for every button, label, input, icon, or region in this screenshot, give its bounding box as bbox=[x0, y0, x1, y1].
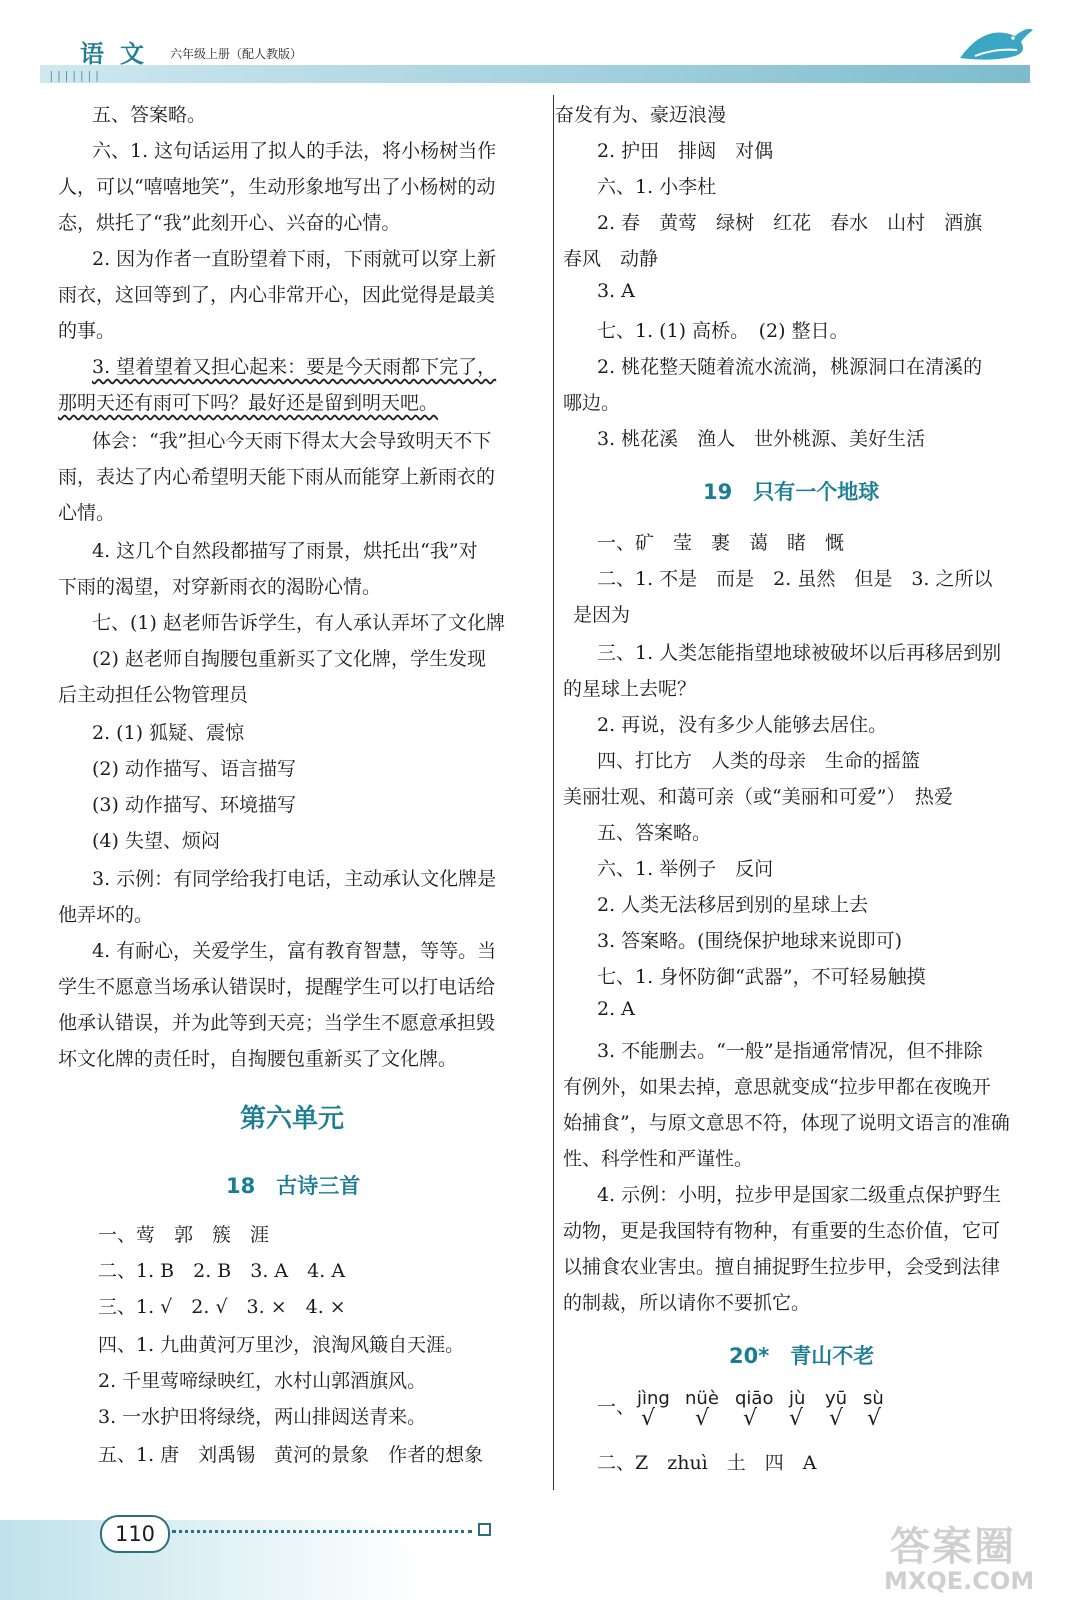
text-line: 2. 人类无法移居到别的星球上去 bbox=[597, 894, 869, 916]
text-line: 三、1. √ 2. √ 3. × 4. × bbox=[98, 1296, 346, 1318]
text-line: 2. 护田 排闼 对偶 bbox=[597, 140, 774, 162]
text-line-underlined: 那明天还有雨可下吗？最好还是留到明天吧。 bbox=[58, 392, 439, 414]
header-ticks: ||||||| bbox=[48, 69, 102, 82]
text-line: 2. 桃花整天随着流水流淌，桃源洞口在清溪的 bbox=[597, 356, 983, 378]
page-header bbox=[0, 0, 1074, 90]
text-line: 五、答案略。 bbox=[597, 822, 712, 844]
page-footer bbox=[0, 1500, 1074, 1600]
text-line: 他承认错误，并为此等到天亮；当学生不愿意承担毁 bbox=[58, 1012, 496, 1034]
text-line: 二、Z zhuì 土 四 A bbox=[597, 1452, 817, 1474]
text-line: 七、1. 身怀防御“武器”，不可轻易触摸 bbox=[597, 966, 926, 988]
text-line: 有例外，如果去掉，意思就变成“拉步甲都在夜晚开 bbox=[563, 1076, 991, 1098]
text-line: 性、科学性和严谨性。 bbox=[563, 1148, 754, 1170]
text-line: 六、1. 小李杜 bbox=[597, 176, 717, 198]
text-line: 二、1. 不是 而是 2. 虽然 但是 3. 之所以 bbox=[597, 568, 993, 590]
text-line: 4. 这几个自然段都描写了雨景，烘托出“我”对 bbox=[92, 540, 478, 562]
tone-mark: √ bbox=[867, 1406, 882, 1431]
pinyin-item: yū bbox=[825, 1388, 848, 1409]
text-line: 态，烘托了“我”此刻开心、兴奋的心情。 bbox=[58, 212, 401, 234]
text-line-underlined: 3. 望着望着又担心起来：要是今天雨都下完了， bbox=[92, 356, 497, 378]
page-number: 110 bbox=[100, 1515, 170, 1553]
text-line: 2. 千里莺啼绿映红，水村山郭酒旗风。 bbox=[98, 1370, 427, 1392]
text-line: 2. (1) 狐疑、震惊 bbox=[92, 722, 245, 744]
text-line: (3) 动作描写、环境描写 bbox=[92, 794, 296, 816]
text-line: (4) 失望、烦闷 bbox=[92, 830, 220, 852]
text-line: 哪边。 bbox=[563, 392, 621, 414]
text-line: 春风 动静 bbox=[563, 248, 659, 270]
text-line: 下雨的渴望，对穿新雨衣的渴盼心情。 bbox=[58, 576, 382, 598]
text-line: 3. 示例：有同学给我打电话，主动承认文化牌是 bbox=[92, 868, 497, 890]
text-line: 是因为 bbox=[573, 604, 631, 626]
text-line: 七、1. (1) 高桥。 (2) 整日。 bbox=[597, 320, 849, 342]
text-line: 的星球上去呢？ bbox=[563, 678, 697, 700]
pinyin-item: sù bbox=[863, 1388, 884, 1409]
book-subtitle: 六年级上册（配人教版） bbox=[170, 47, 303, 61]
watermark bbox=[870, 1515, 1050, 1595]
text-line: 3. 桃花溪 渔人 世外桃源、美好生活 bbox=[597, 428, 926, 450]
text-line: 4. 有耐心，关爱学生，富有教育智慧，等等。当 bbox=[92, 940, 497, 962]
text-line: 五、答案略。 bbox=[92, 104, 207, 126]
text-line: 一、矿 莹 裹 蔼 睹 慨 bbox=[597, 532, 845, 554]
pinyin-item: nüè bbox=[685, 1388, 719, 1409]
lesson-title: 18 古诗三首 bbox=[226, 1174, 361, 1198]
text-line: 他弄坏的。 bbox=[58, 904, 154, 926]
text-line: 学生不愿意当场承认错误时，提醒学生可以打电话给 bbox=[58, 976, 496, 998]
text-line: 七、(1) 赵老师告诉学生，有人承认弄坏了文化牌 bbox=[92, 612, 505, 634]
text-line: 奋发有为、豪迈浪漫 bbox=[555, 104, 727, 126]
text-line: 一、莺 郭 簇 涯 bbox=[98, 1224, 270, 1246]
text-line: 的事。 bbox=[58, 320, 116, 342]
column-divider bbox=[553, 95, 554, 1490]
lesson-title: 19 只有一个地球 bbox=[703, 480, 880, 504]
text-line: 坏文化牌的责任时，自掏腰包重新买了文化牌。 bbox=[58, 1048, 458, 1070]
watermark-logo-text: 答案圈 bbox=[890, 1524, 1016, 1570]
text-line: 四、1. 九曲黄河万里沙，浪淘风簸自天涯。 bbox=[98, 1334, 465, 1356]
footer-end-square bbox=[478, 1523, 491, 1536]
text-line: 后主动担任公物管理员 bbox=[58, 684, 249, 706]
tone-mark: √ bbox=[695, 1406, 710, 1431]
text-line: 动物，更是我国特有物种，有重要的生态价值，它可 bbox=[563, 1220, 1001, 1242]
text-line: 3. A bbox=[597, 280, 635, 302]
watermark-url: MXQE.COM bbox=[884, 1567, 1035, 1595]
pinyin-item: jù bbox=[789, 1388, 806, 1409]
text-line: 2. A bbox=[597, 998, 635, 1020]
tone-mark: √ bbox=[641, 1406, 656, 1431]
text-line: (2) 赵老师自掏腰包重新买了文化牌，学生发现 bbox=[92, 648, 486, 670]
text-line: 人，可以“嘻嘻地笑”，生动形象地写出了小杨树的动 bbox=[58, 176, 496, 198]
text-line: 以捕食农业害虫。擅自捕捉野生拉步甲，会受到法律 bbox=[563, 1256, 1001, 1278]
text-line: 雨，表达了内心希望明天能下雨从而能穿上新雨衣的 bbox=[58, 466, 496, 488]
text-line: 六、1. 这句话运用了拟人的手法，将小杨树当作 bbox=[92, 140, 497, 162]
tone-mark: √ bbox=[829, 1406, 844, 1431]
text-line: 体会：“我”担心今天雨下得太大会导致明天不下 bbox=[92, 430, 492, 452]
text-line: (2) 动作描写、语言描写 bbox=[92, 758, 296, 780]
pinyin-prefix: 一、 bbox=[597, 1396, 636, 1418]
text-line: 二、1. B 2. B 3. A 4. A bbox=[98, 1260, 346, 1282]
text-line: 三、1. 人类怎能指望地球被破坏以后再移居到别 bbox=[597, 642, 1002, 664]
text-line: 2. 因为作者一直盼望着下雨，下雨就可以穿上新 bbox=[92, 248, 497, 270]
text-line: 始捕食”，与原文意思不符，体现了说明文语言的准确 bbox=[563, 1112, 1010, 1134]
header-band bbox=[40, 65, 1030, 83]
text-line: 3. 不能删去。“一般”是指通常情况，但不排除 bbox=[597, 1040, 983, 1062]
tone-mark: √ bbox=[789, 1406, 804, 1431]
text-line: 4. 示例：小明，拉步甲是国家二级重点保护野生 bbox=[597, 1184, 1002, 1206]
text-line: 心情。 bbox=[58, 502, 116, 524]
text-line: 五、1. 唐 刘禹锡 黄河的景象 作者的想象 bbox=[98, 1444, 484, 1466]
text-line: 3. 一水护田将绿绕，两山排闼送青来。 bbox=[98, 1406, 427, 1428]
text-line: 美丽壮观、和蔼可亲（或“美丽和可爱”） 热爱 bbox=[563, 786, 953, 808]
text-line: 3. 答案略。(围绕保护地球来说即可) bbox=[597, 930, 902, 952]
text-line: 的制裁，所以请你不要抓它。 bbox=[563, 1292, 811, 1314]
text-line: 2. 再说，没有多少人能够去居住。 bbox=[597, 714, 888, 736]
pinyin-item: qiāo bbox=[735, 1388, 774, 1409]
subject-title: 语文 bbox=[80, 39, 160, 68]
text-line: 2. 春 黄莺 绿树 红花 春水 山村 酒旗 bbox=[597, 212, 983, 234]
text-line: 六、1. 举例子 反问 bbox=[597, 858, 774, 880]
footer-dotted-line bbox=[172, 1530, 472, 1533]
pinyin-item: jìng bbox=[637, 1388, 670, 1409]
text-line: 雨衣，这回等到了，内心非常开心，因此觉得是最美 bbox=[58, 284, 496, 306]
text-line: 四、打比方 人类的母亲 生命的摇篮 bbox=[597, 750, 921, 772]
tone-mark: √ bbox=[743, 1406, 758, 1431]
lesson-title: 20* 青山不老 bbox=[729, 1344, 875, 1368]
dolphin-logo-icon bbox=[955, 18, 1035, 68]
unit-title: 第六单元 bbox=[240, 1104, 345, 1134]
